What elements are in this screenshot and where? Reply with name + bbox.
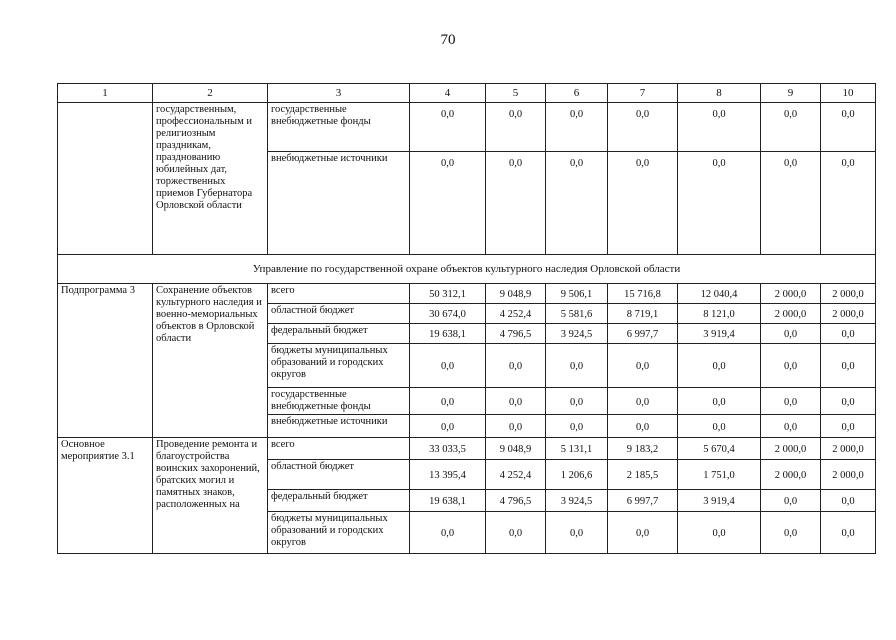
funding-source: бюджеты муниципальных образований и городских округов — [268, 344, 410, 388]
value-cell: 12 040,4 — [678, 284, 761, 304]
value-cell: 6 997,7 — [608, 490, 678, 512]
value-cell: 5 131,1 — [546, 438, 608, 460]
program-code: Подпрограмма 3 — [58, 284, 153, 438]
funding-source: государственные внебюджетные фонды — [268, 388, 410, 415]
value-cell: 0,0 — [678, 152, 761, 255]
value-cell: 0,0 — [546, 344, 608, 388]
value-cell: 0,0 — [821, 388, 876, 415]
header-cell: 7 — [608, 84, 678, 103]
value-cell: 9 048,9 — [486, 284, 546, 304]
program-code: Основное мероприятие 3.1 — [58, 438, 153, 554]
value-cell: 2 000,0 — [821, 284, 876, 304]
value-cell: 0,0 — [486, 388, 546, 415]
budget-table — [57, 83, 876, 554]
value-cell: 2 185,5 — [608, 460, 678, 490]
table-row — [58, 438, 876, 460]
value-cell: 15 716,8 — [608, 284, 678, 304]
value-cell: 0,0 — [546, 512, 608, 554]
header-cell: 3 — [268, 84, 410, 103]
value-cell: 0,0 — [761, 512, 821, 554]
value-cell: 9 183,2 — [608, 438, 678, 460]
value-cell: 4 252,4 — [486, 304, 546, 324]
value-cell: 8 121,0 — [678, 304, 761, 324]
value-cell: 19 638,1 — [410, 324, 486, 344]
value-cell: 1 751,0 — [678, 460, 761, 490]
program-name: государственным, профессиональным и религиозным праздникам, празднованию юбилейных дат, торжественных приемов Губернатора Орловской области — [153, 103, 268, 255]
value-cell: 2 000,0 — [761, 284, 821, 304]
value-cell: 0,0 — [410, 512, 486, 554]
value-cell: 0,0 — [678, 512, 761, 554]
funding-source: федеральный бюджет — [268, 324, 410, 344]
funding-source: государственные внебюджетные фонды — [268, 103, 410, 152]
value-cell: 0,0 — [821, 415, 876, 438]
value-cell: 6 997,7 — [608, 324, 678, 344]
value-cell: 0,0 — [678, 103, 761, 152]
value-cell: 5 670,4 — [678, 438, 761, 460]
value-cell: 0,0 — [410, 415, 486, 438]
value-cell: 2 000,0 — [761, 460, 821, 490]
section-title: Управление по государственной охране объектов культурного наследия Орловской области — [58, 255, 876, 284]
funding-source: всего — [268, 284, 410, 304]
funding-source: федеральный бюджет — [268, 490, 410, 512]
value-cell: 0,0 — [821, 490, 876, 512]
value-cell: 5 581,6 — [546, 304, 608, 324]
value-cell: 0,0 — [678, 415, 761, 438]
table-row — [58, 103, 876, 152]
funding-source: бюджеты муниципальных образований и городских округов — [268, 512, 410, 554]
value-cell: 0,0 — [761, 152, 821, 255]
value-cell: 3 919,4 — [678, 490, 761, 512]
funding-source: областной бюджет — [268, 460, 410, 490]
value-cell: 8 719,1 — [608, 304, 678, 324]
value-cell: 0,0 — [410, 103, 486, 152]
value-cell: 3 919,4 — [678, 324, 761, 344]
value-cell: 4 796,5 — [486, 490, 546, 512]
value-cell: 0,0 — [821, 512, 876, 554]
value-cell: 0,0 — [761, 344, 821, 388]
value-cell: 2 000,0 — [821, 460, 876, 490]
value-cell: 0,0 — [761, 324, 821, 344]
header-cell: 4 — [410, 84, 486, 103]
header-cell: 5 — [486, 84, 546, 103]
funding-source: внебюджетные источники — [268, 415, 410, 438]
program-name: Проведение ремонта и благоустройства воинских захоронений, братских могил и памятных знаков, расположенных на — [153, 438, 268, 554]
funding-source: внебюджетные источники — [268, 152, 410, 255]
value-cell: 0,0 — [608, 388, 678, 415]
value-cell: 0,0 — [821, 152, 876, 255]
value-cell: 0,0 — [486, 512, 546, 554]
header-cell: 8 — [678, 84, 761, 103]
value-cell: 9 506,1 — [546, 284, 608, 304]
header-cell: 1 — [58, 84, 153, 103]
value-cell: 0,0 — [608, 512, 678, 554]
value-cell: 0,0 — [546, 388, 608, 415]
value-cell: 19 638,1 — [410, 490, 486, 512]
value-cell: 1 206,6 — [546, 460, 608, 490]
value-cell: 0,0 — [608, 415, 678, 438]
program-code — [58, 103, 153, 255]
value-cell: 0,0 — [761, 415, 821, 438]
value-cell: 0,0 — [546, 152, 608, 255]
header-cell: 10 — [821, 84, 876, 103]
value-cell: 30 674,0 — [410, 304, 486, 324]
value-cell: 2 000,0 — [821, 304, 876, 324]
table-row — [58, 284, 876, 304]
section-row — [58, 255, 876, 284]
header-row — [58, 84, 876, 103]
value-cell: 0,0 — [821, 344, 876, 388]
header-cell: 2 — [153, 84, 268, 103]
value-cell: 0,0 — [410, 152, 486, 255]
value-cell: 50 312,1 — [410, 284, 486, 304]
value-cell: 0,0 — [608, 344, 678, 388]
header-cell: 9 — [761, 84, 821, 103]
value-cell: 3 924,5 — [546, 490, 608, 512]
value-cell: 0,0 — [486, 103, 546, 152]
value-cell: 0,0 — [678, 344, 761, 388]
value-cell: 0,0 — [546, 103, 608, 152]
header-cell: 6 — [546, 84, 608, 103]
value-cell: 0,0 — [761, 103, 821, 152]
value-cell: 0,0 — [486, 415, 546, 438]
value-cell: 3 924,5 — [546, 324, 608, 344]
value-cell: 0,0 — [761, 388, 821, 415]
value-cell: 0,0 — [821, 324, 876, 344]
value-cell: 13 395,4 — [410, 460, 486, 490]
value-cell: 0,0 — [761, 490, 821, 512]
value-cell: 2 000,0 — [761, 438, 821, 460]
value-cell: 0,0 — [546, 415, 608, 438]
value-cell: 0,0 — [608, 152, 678, 255]
page-number: 70 — [440, 32, 456, 48]
value-cell: 33 033,5 — [410, 438, 486, 460]
value-cell: 9 048,9 — [486, 438, 546, 460]
value-cell: 0,0 — [486, 344, 546, 388]
funding-source: всего — [268, 438, 410, 460]
value-cell: 0,0 — [410, 388, 486, 415]
value-cell: 0,0 — [486, 152, 546, 255]
value-cell: 2 000,0 — [761, 304, 821, 324]
value-cell: 4 252,4 — [486, 460, 546, 490]
value-cell: 0,0 — [821, 103, 876, 152]
value-cell: 0,0 — [608, 103, 678, 152]
value-cell: 2 000,0 — [821, 438, 876, 460]
value-cell: 0,0 — [678, 388, 761, 415]
funding-source: областной бюджет — [268, 304, 410, 324]
value-cell: 0,0 — [410, 344, 486, 388]
program-name: Сохранение объектов культурного наследия и военно-мемориальных объектов в Орловской области — [153, 284, 268, 438]
value-cell: 4 796,5 — [486, 324, 546, 344]
